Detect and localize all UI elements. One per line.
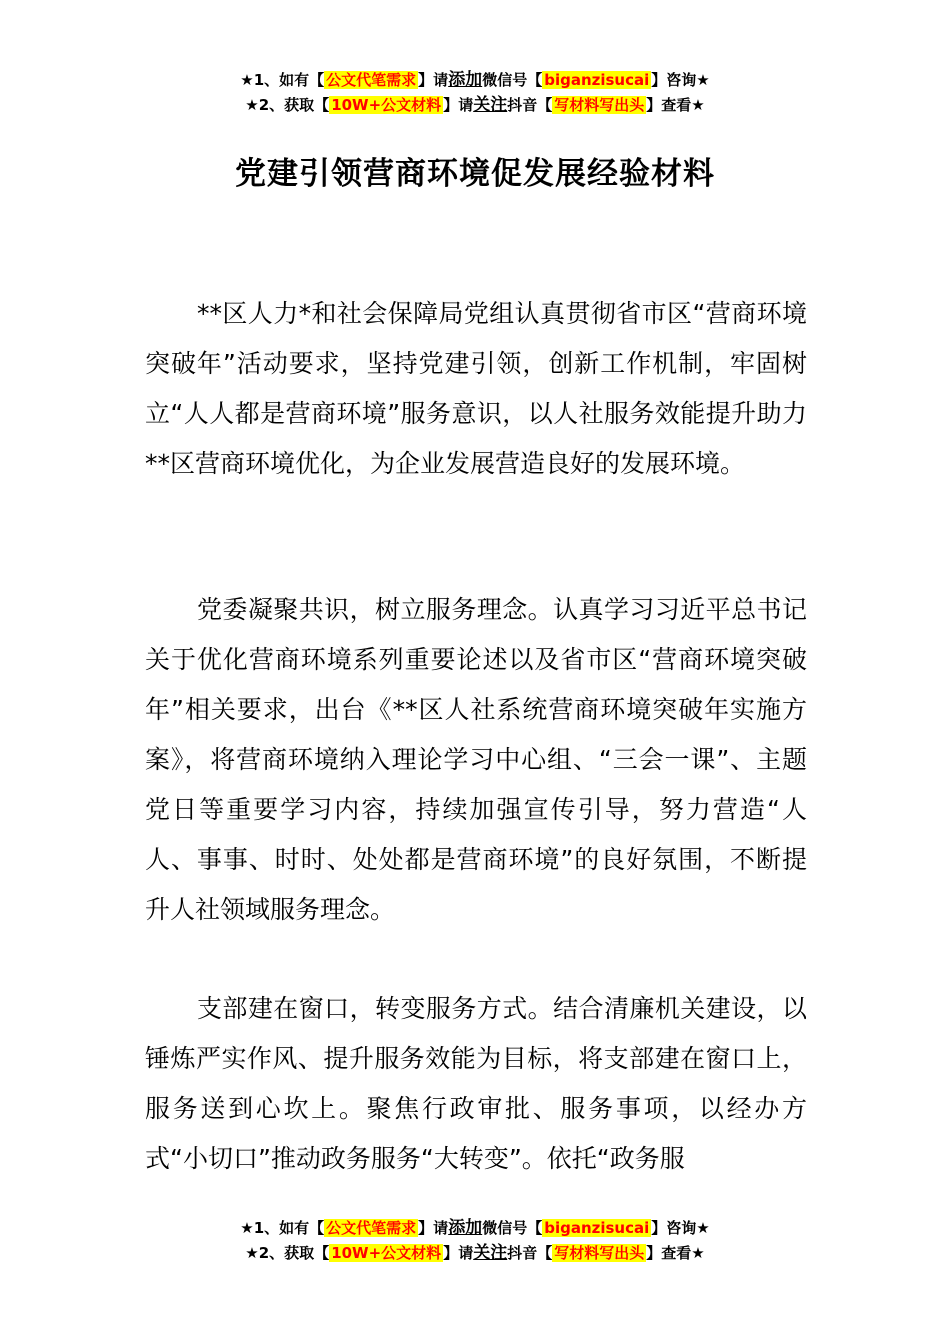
promo-line-2: ★2、获取【 10W+公文材料 】请关注抖音【 写材料写出头 】查看★: [245, 95, 705, 115]
promo-highlight: 公文代笔需求: [326, 71, 417, 89]
document-title: 党建引领营商环境促发展经验材料: [235, 156, 715, 192]
footer-promo-banner: [0, 1216, 950, 1266]
promo-highlight: 10W+公文材料: [331, 96, 442, 114]
body-paragraph: 支部建在窗口，转变服务方式。结合清廉机关建设，以锤炼严实作风、提升服务效能为目标，将支部建在窗口上，服务送到心坎上。聚焦行政审批、服务事项，以经办方式“小切口”推动政务服务“大转变”。依托“政务服: [145, 994, 807, 1173]
promo-highlight: 公文代笔需求: [326, 1219, 417, 1237]
header-promo-banner: [0, 68, 950, 118]
douyin-id-highlight: 写材料写出头: [554, 96, 645, 114]
promo-line-1: ★1、如有【 公文代笔需求 】请添加微信号【 biganzisucai 】咨询★: [240, 70, 710, 90]
promo-highlight: 10W+公文材料: [331, 1244, 442, 1262]
promo-line-1: ★1、如有【 公文代笔需求 】请添加微信号【 biganzisucai 】咨询★: [240, 1218, 710, 1238]
body-paragraph: **区人力*和社会保障局党组认真贯彻省市区“营商环境突破年”活动要求，坚持党建引领，创新工作机制，牢固树立“人人都是营商环境”服务意识，以人社服务效能提升助力**区营商环境优化，为企业发展营造良好的发展环境。: [145, 299, 807, 478]
wechat-id-highlight: biganzisucai: [544, 1219, 650, 1237]
promo-line-2: ★2、获取【 10W+公文材料 】请关注抖音【 写材料写出头 】查看★: [245, 1243, 705, 1263]
body-paragraph: 党委凝聚共识，树立服务理念。认真学习习近平总书记关于优化营商环境系列重要论述以及省市区“营商环境突破年”相关要求，出台《**区人社系统营商环境突破年实施方案》，将营商环境纳入理论学习中心组、“三会一课”、主题党日等重要学习内容，持续加强宣传引导，努力营造“人人、事事、时时、处处都是营商环境”的良好氛围，不断提升人社领域服务理念。: [145, 595, 807, 924]
douyin-id-highlight: 写材料写出头: [554, 1244, 645, 1262]
wechat-id-highlight: biganzisucai: [544, 71, 650, 89]
